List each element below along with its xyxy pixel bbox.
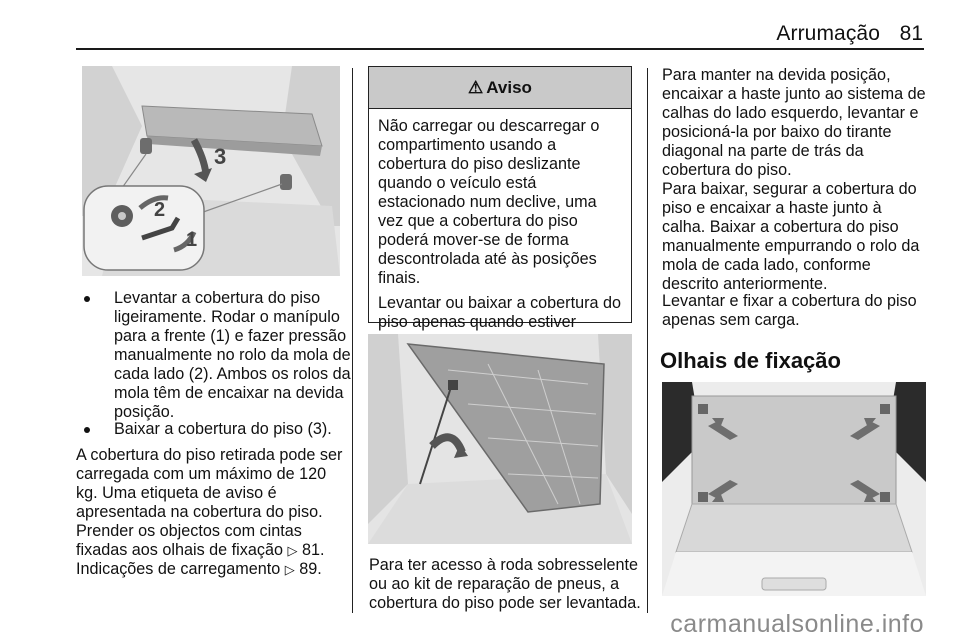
watermark: carmanualsonline.info [670,610,924,638]
label-2: 2 [154,199,166,221]
lashing-eyes-illustration [662,382,926,596]
warning-text: Levantar ou baixar a cobertura do piso apenas quando estiver [378,294,621,331]
warning-text: Não carregar ou descarregar o compartimento usando a cobertura do piso deslizante quando o veículo está estacionado num declive, uma vez que a cobertura do piso poderá mover-se de forma descontrolada até às posições finais. [378,117,600,287]
paragraph: A cobertura do piso retirada pode ser carregada com um máximo de 120 kg. Uma etiqueta de aviso é apresentada na cobertura do piso. [76,446,343,521]
warning-header [369,67,631,109]
header-rule [76,48,924,50]
paragraph-text: Prender os objectos com cintas fixadas aos olhais de fixação [76,522,302,559]
label-3: 3 [214,144,227,169]
figure-caption: Para ter acesso à roda sobresselente ou ao kit de reparação de pneus, a cobertura do piso pode ser levantada. [369,556,641,612]
bullet-dot [84,427,90,433]
label-1: 1 [186,229,198,251]
floor-cover-figure [82,66,340,276]
page-number: 81 [899,22,923,45]
paragraph: Levantar e fixar a cobertura do piso apenas sem carga. [662,292,917,329]
page-ref[interactable]: 81. [301,541,325,559]
section-heading: Olhais de fixação [660,348,841,373]
warning-icon: ⚠ [468,77,484,97]
paragraph-text: Indicações de carregamento [76,560,281,578]
column-divider-right [647,68,648,613]
bullet-item [84,289,364,419]
bullet-dot [84,296,90,302]
paragraph: Para baixar, segurar a cobertura do piso e encaixar a haste junto à calha. Baixar a cobertura do piso manualmente empurrando o rolo da mola de cada lado, conforme descrito anteriormente. [662,180,920,293]
paragraph: Para manter na devida posição, encaixar a haste junto ao sistema de calhas do lado esquerdo, levantar e posicioná-la por baixo do tirante diagonal na parte de trás da cobertura do piso. [662,66,926,179]
floor-cover-illustration [82,66,340,276]
paragraph [76,522,348,579]
warning-title: Aviso [486,77,532,97]
warning-box [368,66,632,331]
bullet-text: Levantar a cobertura do piso ligeiramente. Rodar o manípulo para a frente (1) e fazer pressão manualmente no rolo da mola de cada lado (2). Ambos os rolos da mola têm de encaixar na devida posição. [114,289,351,421]
bullet-item [84,420,364,440]
page-title: Arrumação [776,22,880,45]
page-ref-icon: ▷ [284,562,295,577]
bullet-text: Baixar a cobertura do piso (3). [114,420,332,438]
raised-cover-illustration [368,334,632,544]
raised-cover-figure [368,334,632,544]
lashing-eyes-figure [662,382,926,596]
page-ref-icon: ▷ [287,543,298,558]
page-ref[interactable]: 89. [299,560,322,578]
warning-body [369,109,631,351]
